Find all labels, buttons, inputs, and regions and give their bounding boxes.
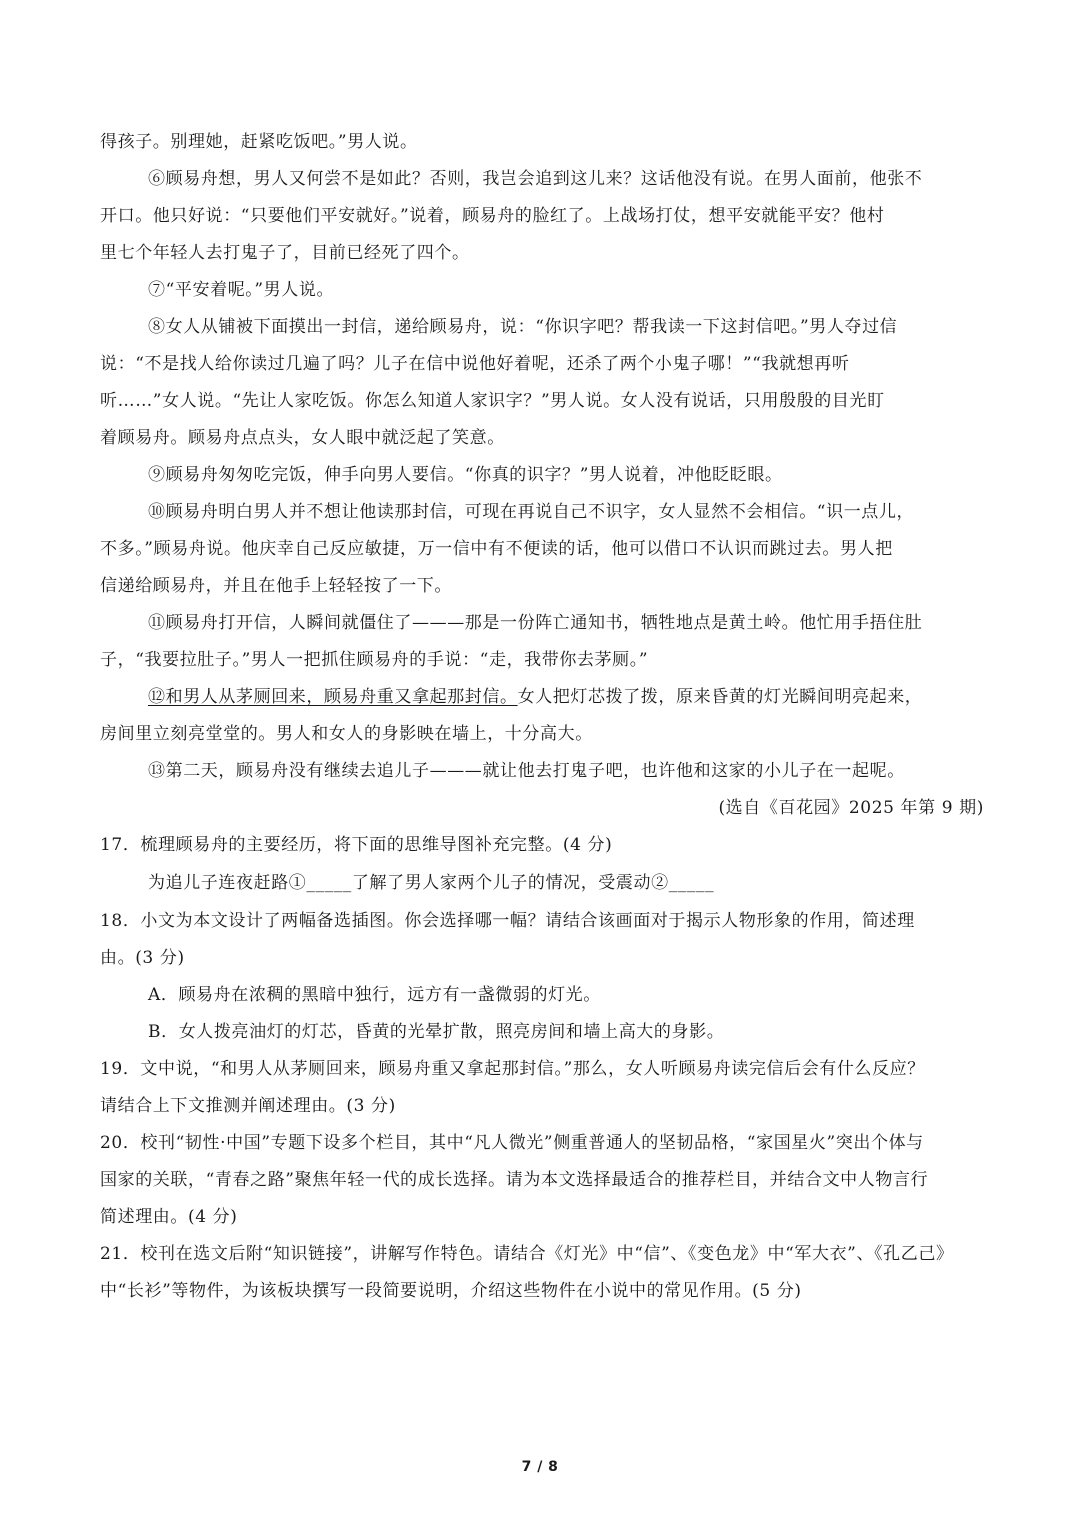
question-21: 21．校刊在选文后附“知识链接”，讲解写作特色。请结合《灯光》中“信”、《变色龙》中“军大衣”、《孔乙己》 xyxy=(100,1244,954,1264)
story-paragraph-10: ⑩顾易舟明白男人并不想让他读那封信，可现在再说自己不识字，女人显然不会相信。“识一点儿， xyxy=(148,502,915,522)
question-17: 17．梳理顾易舟的主要经历，将下面的思维导图补充完整。(4 分) xyxy=(100,835,613,855)
story-paragraph-8: ⑧女人从铺被下面摸出一封信，递给顾易舟，说：“你识字吧？帮我读一下这封信吧。”男人夺过信 xyxy=(148,317,898,337)
story-line: 不多。”顾易舟说。他庆幸自己反应敏捷，万一信中有不便读的话，他可以借口不认识而跳过去。男人把 xyxy=(100,539,893,559)
story-paragraph-9: ⑨顾易舟匆匆吃完饭，伸手向男人要信。“你真的识字？”男人说着，冲他眨眨眼。 xyxy=(148,465,783,485)
story-line: 开口。他只好说：“只要他们平安就好。”说着，顾易舟的脸红了。上战场打仗，想平安就能平安？他村 xyxy=(100,206,885,226)
story-line: 里七个年轻人去打鬼子了，目前已经死了四个。 xyxy=(100,243,470,263)
story-paragraph-12 xyxy=(148,685,984,709)
option-a: A．顾易舟在浓稠的黑暗中独行，远方有一盏微弱的灯光。 xyxy=(148,985,601,1005)
story-line: 房间里立刻亮堂堂的。男人和女人的身影映在墙上，十分高大。 xyxy=(100,724,593,744)
question-18: 18．小文为本文设计了两幅备选插图。你会选择哪一幅？请结合该画面对于揭示人物形象的作用，简述理 xyxy=(100,911,915,931)
source-citation: (选自《百花园》2025 年第 9 期) xyxy=(718,798,984,818)
story-paragraph-6: ⑥顾易舟想，男人又何尝不是如此？否则，我岂会追到这儿来？这话他没有说。在男人面前，他张不 xyxy=(148,169,923,189)
question-18-continued: 由。(3 分) xyxy=(100,948,185,968)
story-line: 着顾易舟。顾易舟点点头，女人眼中就泛起了笑意。 xyxy=(100,428,505,448)
story-line: 听……”女人说。“先让人家吃饭。你怎么知道人家识字？”男人说。女人没有说话，只用殷殷的目光盯 xyxy=(100,391,885,411)
question-19-continued: 请结合上下文推测并阐述理由。(3 分) xyxy=(100,1096,396,1116)
story-line: 说：“不是找人给你读过几遍了吗？儿子在信中说他好着呢，还杀了两个小鬼子哪！”“我就想再听 xyxy=(100,354,850,374)
story-text: 女人把灯芯拨了拨，原来昏黄的灯光瞬间明亮起来， xyxy=(517,687,923,707)
underlined-sentence: ⑫和男人从茅厕回来，顾易舟重又拿起那封信。 xyxy=(148,687,518,707)
story-paragraph-11: ⑪顾易舟打开信，人瞬间就僵住了———那是一份阵亡通知书，牺牲地点是黄土岭。他忙用手捂住肚 xyxy=(148,613,923,633)
story-line: 得孩子。别理她，赶紧吃饭吧。”男人说。 xyxy=(100,132,418,152)
question-21-continued: 中“长衫”等物件，为该板块撰写一段简要说明，介绍这些物件在小说中的常见作用。(5 分) xyxy=(100,1281,802,1301)
story-paragraph-13: ⑬第二天，顾易舟没有继续去追儿子———就让他去打鬼子吧，也许他和这家的小儿子在一起呢。 xyxy=(148,761,905,781)
option-b: B．女人拨亮油灯的灯芯，昏黄的光晕扩散，照亮房间和墙上高大的身影。 xyxy=(148,1022,725,1042)
question-20: 20．校刊“韧性·中国”专题下设多个栏目，其中“凡人微光”侧重普通人的坚韧品格，“家国星火”突出个体与 xyxy=(100,1133,924,1153)
question-20-continued: 国家的关联，“青春之路”聚焦年轻一代的成长选择。请为本文选择最适合的推荐栏目，并结合文中人物言行 xyxy=(100,1170,929,1190)
question-19: 19．文中说，“和男人从茅厕回来，顾易舟重又拿起那封信。”那么，女人听顾易舟读完信后会有什么反应？ xyxy=(100,1059,925,1079)
story-line: 子，“我要拉肚子。”男人一把抓住顾易舟的手说：“走，我带你去茅厕。” xyxy=(100,650,649,670)
question-20-continued: 简述理由。(4 分) xyxy=(100,1207,238,1227)
mind-map-line: 为追儿子连夜赶路①_____了解了男人家两个儿子的情况，受震动②_____ xyxy=(148,873,715,893)
page-number: 7 / 8 xyxy=(521,1459,559,1475)
story-line: 信递给顾易舟，并且在他手上轻轻按了一下。 xyxy=(100,576,452,596)
story-paragraph-7: ⑦“平安着呢。”男人说。 xyxy=(148,280,335,300)
